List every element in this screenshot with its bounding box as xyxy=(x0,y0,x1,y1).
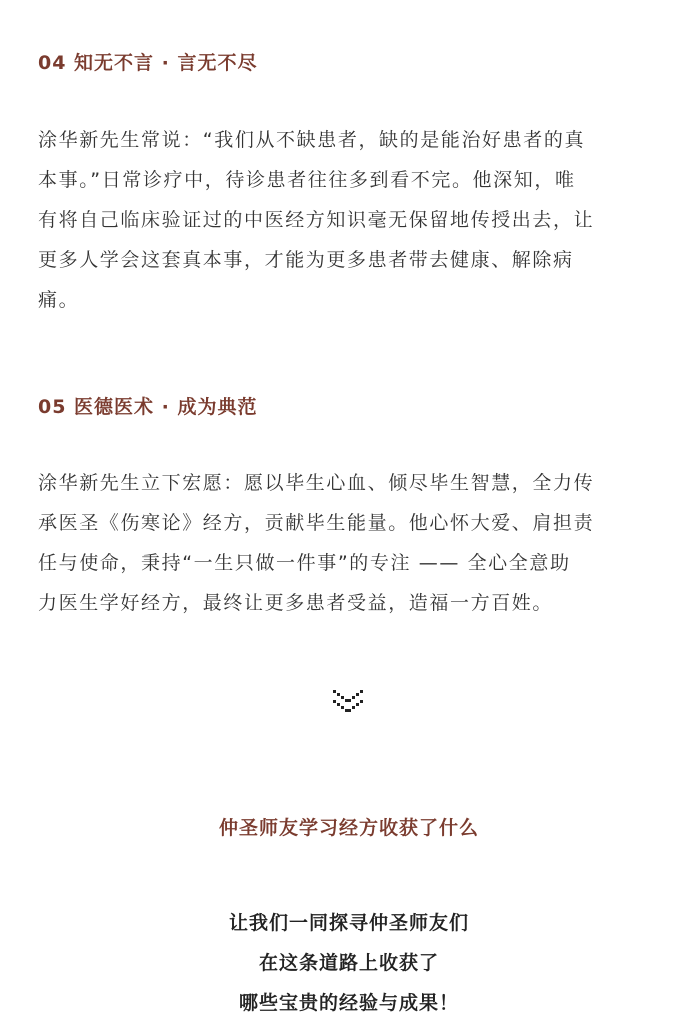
section-05-paragraph xyxy=(38,463,662,623)
paragraph-line: 更多人学会这套真本事，才能为更多患者带去健康、解除病 xyxy=(38,249,574,271)
paragraph-line: 力医生学好经方，最终让更多患者受益，造福一方百姓。 xyxy=(38,592,554,614)
subheading: 仲圣师友学习经方收获了什么 xyxy=(218,817,479,839)
paragraph-line: 有将自己临床验证过的中医经方知识毫无保留地传授出去，让 xyxy=(38,209,595,231)
closing-line-1: 让我们一同探寻仲圣师友们 xyxy=(228,912,469,934)
paragraph-line: 涂华新先生立下宏愿：愿以毕生心血、倾尽毕生智慧，全力传 xyxy=(38,472,595,494)
section-title-05: 05 医德医术 · 成为典范 xyxy=(38,396,258,418)
paragraph-line: 本事。”日常诊疗中，待诊患者往往多到看不完。他深知，唯 xyxy=(38,169,576,191)
paragraph-line: 承医圣《伤寒论》经方，贡献毕生能量。他心怀大爱、肩担责 xyxy=(38,512,595,534)
paragraph-line: 痛。 xyxy=(38,289,80,311)
double-chevron-down-icon xyxy=(332,688,364,718)
section-title-04: 04 知无不言 · 言无不尽 xyxy=(38,52,258,74)
paragraph-line: 涂华新先生常说：“我们从不缺患者，缺的是能治好患者的真 xyxy=(38,129,586,151)
paragraph-line: 任与使命，秉持“一生只做一件事”的专注 —— 全心全意助 xyxy=(38,552,571,574)
closing-line-3: 哪些宝贵的经验与成果！ xyxy=(238,992,459,1014)
section-04-paragraph xyxy=(38,120,662,320)
closing-line-2: 在这条道路上收获了 xyxy=(258,952,439,974)
